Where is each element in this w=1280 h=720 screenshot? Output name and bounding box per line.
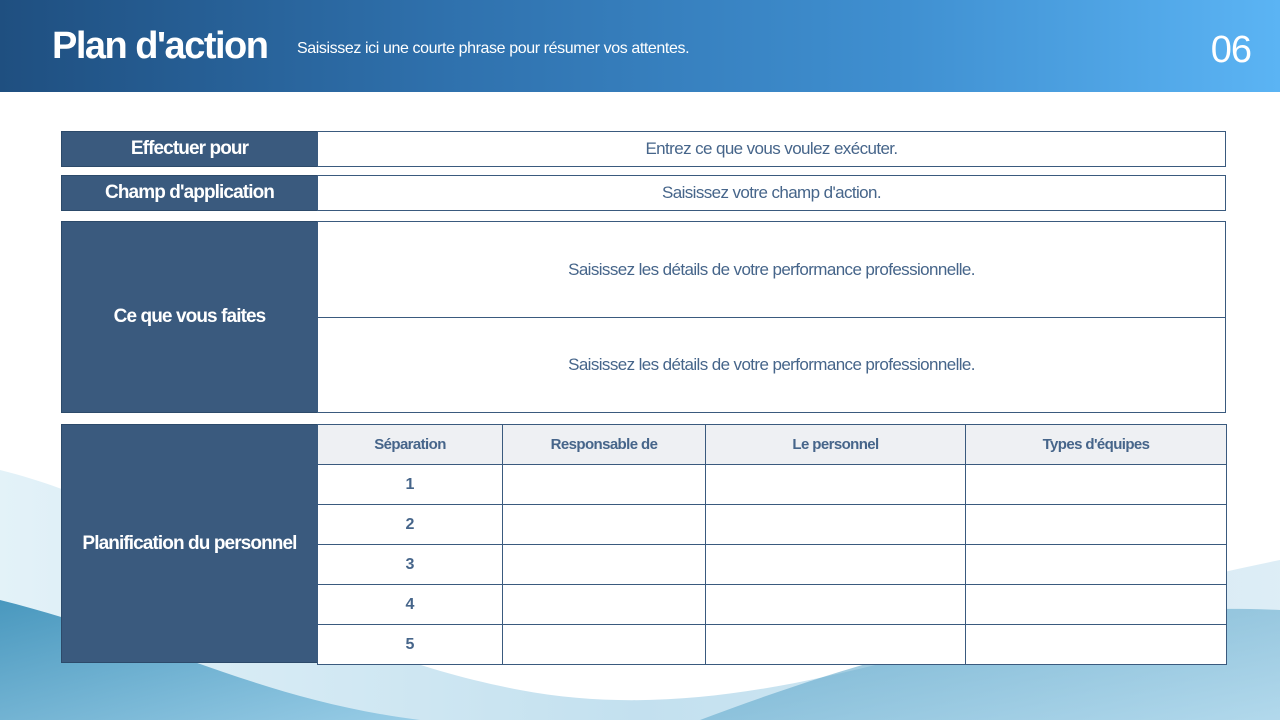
table-row — [318, 585, 1227, 625]
team-types-cell[interactable] — [966, 505, 1227, 545]
separation-cell: 2 — [318, 505, 503, 545]
separation-cell: 1 — [318, 465, 503, 505]
column-header-staff: Le personnel — [706, 425, 966, 465]
column-header-team-types: Types d'équipes — [966, 425, 1227, 465]
responsible-cell[interactable] — [503, 505, 706, 545]
responsible-cell[interactable] — [503, 465, 706, 505]
table-row — [318, 505, 1227, 545]
staff-cell[interactable] — [706, 545, 966, 585]
what-you-do-value-1[interactable]: Saisissez les détails de votre performance professionnelle. — [317, 221, 1226, 318]
table-row — [318, 545, 1227, 585]
scope-label: Champ d'application — [61, 175, 318, 211]
separation-cell: 5 — [318, 625, 503, 665]
what-you-do-value-2[interactable]: Saisissez les détails de votre performance professionnelle. — [317, 317, 1226, 413]
staffing-header-row — [318, 425, 1227, 465]
header-bar — [0, 0, 1280, 92]
what-you-do-label: Ce que vous faites — [61, 221, 318, 413]
perform-label: Effectuer pour — [61, 131, 318, 167]
separation-cell: 4 — [318, 585, 503, 625]
team-types-cell[interactable] — [966, 465, 1227, 505]
staffing-table — [317, 424, 1227, 665]
staff-cell[interactable] — [706, 625, 966, 665]
staff-cell[interactable] — [706, 505, 966, 545]
separation-cell: 3 — [318, 545, 503, 585]
column-header-separation: Séparation — [318, 425, 503, 465]
responsible-cell[interactable] — [503, 625, 706, 665]
table-row — [318, 625, 1227, 665]
page-number: 06 — [1210, 29, 1251, 71]
page-subtitle: Saisissez ici une courte phrase pour résumer vos attentes. — [297, 40, 690, 57]
responsible-cell[interactable] — [503, 585, 706, 625]
responsible-cell[interactable] — [503, 545, 706, 585]
table-row — [318, 465, 1227, 505]
staffing-label: Planification du personnel — [61, 424, 318, 663]
perform-value[interactable]: Entrez ce que vous voulez exécuter. — [317, 131, 1226, 167]
staff-cell[interactable] — [706, 585, 966, 625]
page-title: Plan d'action — [52, 25, 268, 67]
team-types-cell[interactable] — [966, 545, 1227, 585]
staff-cell[interactable] — [706, 465, 966, 505]
scope-value[interactable]: Saisissez votre champ d'action. — [317, 175, 1226, 211]
team-types-cell[interactable] — [966, 585, 1227, 625]
team-types-cell[interactable] — [966, 625, 1227, 665]
column-header-responsible: Responsable de — [503, 425, 706, 465]
